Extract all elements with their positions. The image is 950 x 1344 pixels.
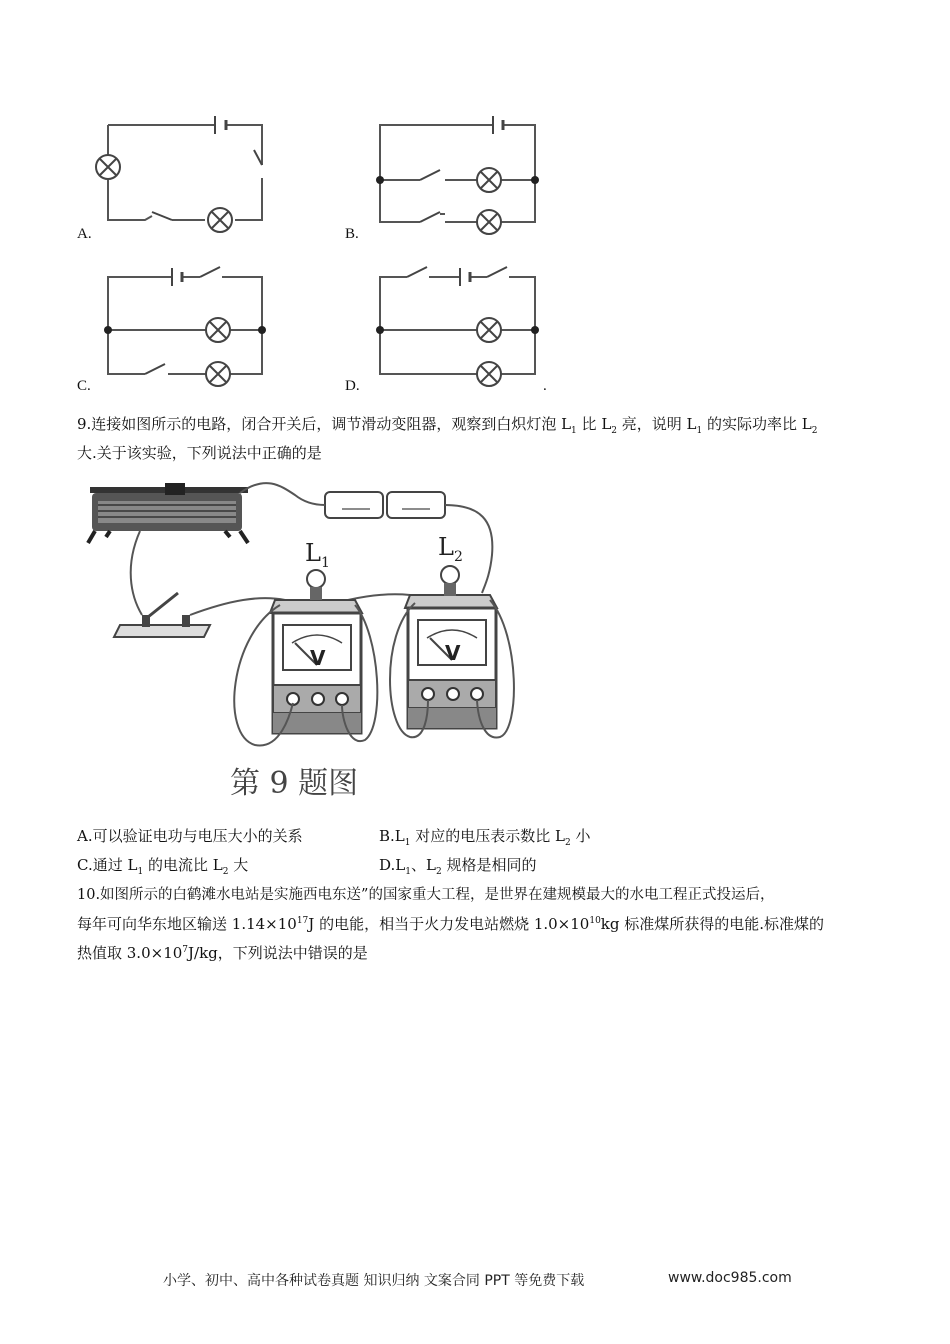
bulb-icon (206, 362, 230, 386)
bulb-icon (208, 208, 232, 232)
bulb-l1-label: $L_1$ (305, 539, 330, 571)
q9-option-d: $D.L_1$、$L_2$ 规格是相同的 (379, 856, 537, 877)
q10-stem-line3: 热值取 $3.0\times 10^7J/kg$，下列说法中错误的是 (77, 944, 368, 962)
circuit-c-diagram (90, 262, 280, 387)
circuit-b-diagram (365, 110, 555, 235)
footer-text: 小学、初中、高中各种试卷真题 知识归纳 文案合同 PPT 等免费下载 (163, 1273, 585, 1289)
q9-figure-caption: 第 9 题图 (230, 766, 359, 801)
q10-stem-line1: 10.如图所示的白鹤滩水电站是实施西电东送”的国家重大工程，是世界在建规模最大的水电工程正式投运后， (77, 887, 775, 903)
q9-option-a: A.可以验证电功与电压大小的关系 (77, 827, 303, 845)
circuit-option-a-label: A. (77, 226, 92, 242)
bulb-l2-label: $L_2$ (438, 533, 463, 565)
rheostat-icon (88, 483, 248, 543)
bulb-icon (477, 168, 501, 192)
bulb-icon (477, 318, 501, 342)
bulb-icon (96, 155, 120, 179)
circuit-a-diagram (90, 110, 280, 235)
q9-experiment-figure (80, 475, 540, 815)
stray-mark: . (543, 378, 547, 394)
circuit-option-d-label: D. (345, 378, 360, 394)
q9-option-c: C.通过 $L_1$ 的电流比 $L_2$ 大 (77, 856, 249, 877)
circuit-option-c-label: C. (77, 378, 91, 394)
voltmeter-symbol-2: V (445, 641, 461, 665)
circuit-d-diagram (365, 262, 555, 387)
q10-stem-line2: 每年可向华东地区输送 $1.14\times 10^{17}J$ 的电能，相当于火力发电站燃烧 $1.0\times 10^{10}kg$ 标准煤所获得的电能.标准煤的 (77, 915, 825, 933)
battery-icon (325, 492, 445, 518)
q9-stem-line2: 大.关于该实验，下列说法中正确的是 (77, 444, 322, 462)
bulb-icon (206, 318, 230, 342)
circuit-option-b-label: B. (345, 226, 359, 242)
bulb-icon (477, 362, 501, 386)
footer-link[interactable]: www.doc985.com (668, 1270, 792, 1286)
q9-stem-line1: 9.连接如图所示的电路，闭合开关后，调节滑动变阻器，观察到白炽灯泡 $L_1$ 比 $L_2$ 亮，说明 $L_1$ 的实际功率比 $L_2$ (77, 415, 818, 436)
bulb-icon (477, 210, 501, 234)
q9-option-b: $B.L_1$ 对应的电压表示数比 $L_2$ 小 (379, 827, 591, 848)
switch-icon (114, 593, 210, 637)
voltmeter-symbol-1: V (310, 646, 326, 670)
